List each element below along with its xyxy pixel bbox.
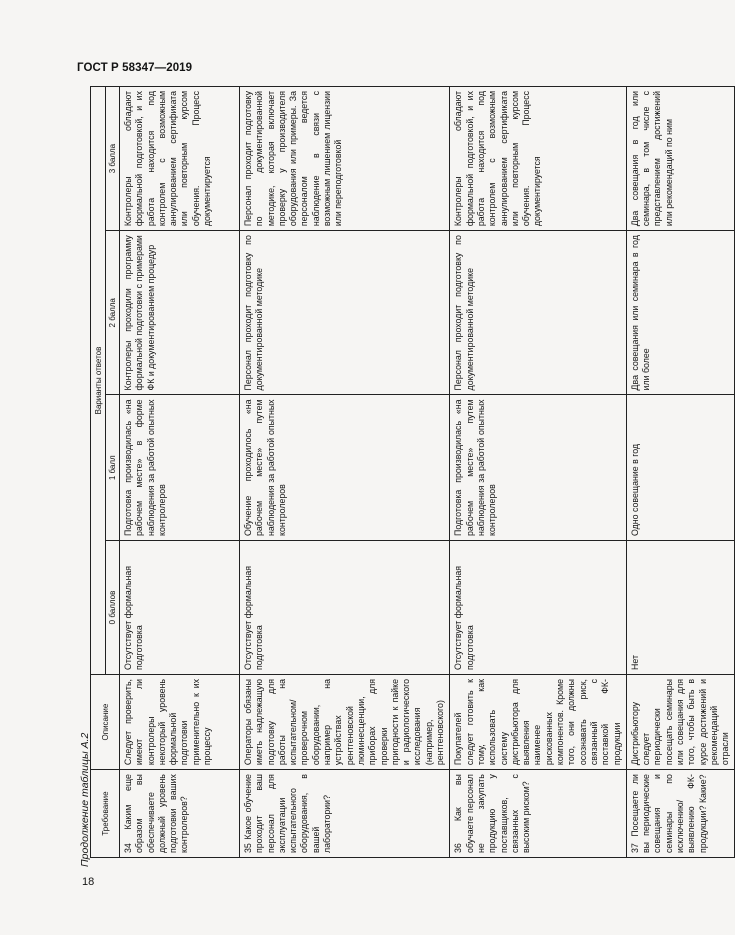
requirement-cell: 35 Какое обучение проходит ваш персонал для эксплуатации испытательного оборудования, в вашей лаборатории? — [240, 770, 450, 858]
points-3-cell: Персонал проходит подготовку по документированной методике, которая включает проверку у производителя оборудования или примеры. За персоналом ведется наблюдение в связи с возможным лишением лицензии или переподготовкой — [240, 87, 450, 231]
points-2-cell: Два совещания или семинара в год или более — [626, 231, 735, 395]
evaluation-table — [90, 86, 735, 858]
table-row — [450, 87, 626, 858]
points-3-cell: Контролеры обладают формальной подготовкой, и их работа находится под контролем с возможным аннулированием сертификата или повторным курсом обучения. Процесс документируется — [120, 87, 240, 231]
points-1-cell: Одно совещание в год — [626, 395, 735, 541]
points-0-cell: Нет — [626, 540, 735, 674]
header-row-top — [91, 87, 106, 858]
requirement-cell: 34 Каким еще образом вы обеспечиваете должный уровень подготовки ваших контролеров? — [120, 770, 240, 858]
requirement-cell: 37 Посещаете ли вы периодические совещания и семинары по исключению/выявлению ФК-продукции? Какие? — [626, 770, 735, 858]
col-header-points-0: 0 баллов — [106, 540, 120, 674]
points-2-cell: Контролеры проходили программу формальной подготовки с примерами ФК и документированием процедур — [120, 231, 240, 395]
col-header-requirement: Требование — [91, 770, 120, 858]
description-cell: Дистрибьютору следует периодически посещать семинары или совещания для того, чтобы быть в курсе достижений и рекомендаций отрасли — [626, 675, 735, 770]
col-header-description: Описание — [91, 675, 120, 770]
points-0-cell: Отсутствует формальная подготовка — [450, 540, 626, 674]
page-number: 18 — [82, 876, 95, 888]
table-caption: Продолжение таблицы А.2 — [79, 732, 91, 867]
description-cell: Покупателей следует готовить к тому, как использовать систему дистрибьютора для выявления наименее рискованных компонентов. Кроме того, они должны осознавать риск, связанный с поставкой ФК-продукции — [450, 675, 626, 770]
description-cell: Следует проверить, имеют ли контролеры некоторый уровень формальной подготовки применительно к их процессу — [120, 675, 240, 770]
points-1-cell: Подготовка производилась «на рабочем месте» путем наблюдения за работой опытных контролеров — [450, 395, 626, 541]
points-1-cell: Подготовка производилась «на рабочем месте» в форме наблюдения за работой опытных контролеров — [120, 395, 240, 541]
col-header-points-2: 2 балла — [106, 231, 120, 395]
points-0-cell: Отсутствует формальная подготовка — [120, 540, 240, 674]
col-header-answer-options: Варианты ответов — [91, 87, 106, 675]
points-2-cell: Персонал проходит подготовку по документированной методике — [240, 231, 450, 395]
rotated-table-wrapper — [90, 86, 731, 858]
col-header-points-3: 3 балла — [106, 87, 120, 231]
points-1-cell: Обучение проходилось «на рабочем месте» путем наблюдения за работой опытных контролеров — [240, 395, 450, 541]
col-header-points-1: 1 балл — [106, 395, 120, 541]
table-row — [240, 87, 450, 858]
table-row — [626, 87, 735, 858]
points-0-cell: Отсутствует формальная подготовка — [240, 540, 450, 674]
points-3-cell: Контролеры обладают формальной подготовкой, и их работа находится под контролем с возможным аннулированием сертификата или повторным курсом обучения. Процесс документируется — [450, 87, 626, 231]
points-2-cell: Персонал проходит подготовку по документированной методике — [450, 231, 626, 395]
description-cell: Операторы обязаны иметь надлежащую подготовку для работы на испытательном/проверочном оборудовании, например на устройствах рентгеновской люминесценции, приборах для проверки пригодности к пайке и радиологического исследования (например, рентгеновского) — [240, 675, 450, 770]
points-3-cell: Два совещания в год или семинара, в том числе с представлением достижений или рекомендаций по ним — [626, 87, 735, 231]
standard-header: ГОСТ Р 58347—2019 — [77, 62, 193, 74]
table-row — [120, 87, 240, 858]
requirement-cell: 36 Как вы обучаете персонал не закупать продукцию у поставщиков, связанных с высоким риском? — [450, 770, 626, 858]
